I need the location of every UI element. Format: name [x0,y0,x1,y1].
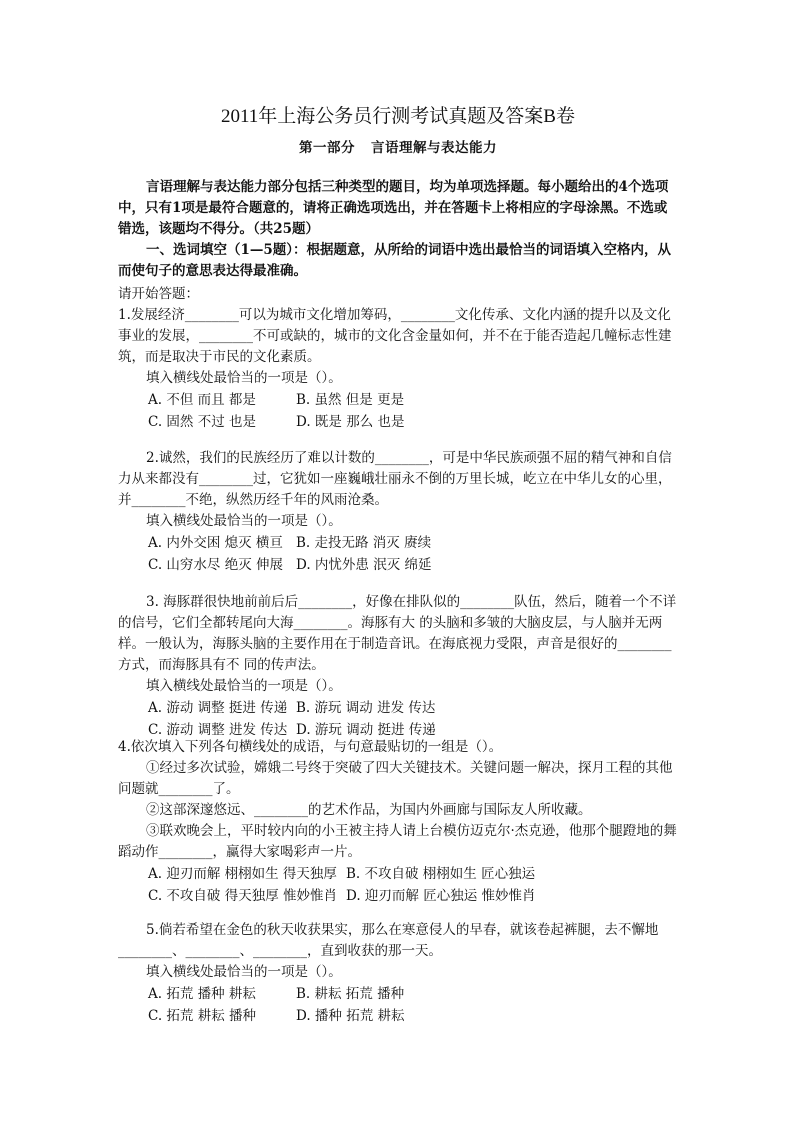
question-4 [118,737,678,907]
option-row [118,983,678,1005]
question-stem: 3. 海豚群很快地前前后后________，好像在排队似的________队伍，然后，随着一个不详的信号，它们全都转尾向大海________。海豚有大 的头脑和多皱的大脑皮层，与人脑并无两样。一般认为，海豚头脑的主要作用在于制造音讯。在海底视力受限，声音是很好的________方式，而海豚具有不 同的传声法。 [118,594,677,673]
question-2 [118,448,678,576]
section-subtitle [118,138,678,158]
start-label: 请开始答题： [118,286,199,302]
option-b: B. 虽然 但是 更是 [296,392,405,408]
option-b: B. 不攻自破 栩栩如生 匠心独运 [346,866,536,882]
question-5 [118,920,678,1027]
option-d: D. 内忧外患 泯灭 绵延 [296,557,432,573]
section-name: 言语理解与表达能力 [371,140,497,156]
fill-in-instruction: 一、选词填空（1—5题）：根据题意，从所给的词语中选出最恰当的词语填入空格内，从而使句子的意思表达得最准确。 [118,242,672,279]
option-a: A. 不但 而且 都是 [148,392,256,408]
question-stem: 4.依次填入下列各句横线处的成语，与句意最贴切的一组是（）。 [118,739,503,755]
option-row [118,1005,678,1027]
option-d: D. 游玩 调动 挺进 传递 [296,722,436,738]
option-c: C. 固然 不过 也是 [148,414,257,430]
option-c: C. 游动 调整 进发 传达 [148,722,288,738]
option-b: B. 游玩 调动 进发 传达 [296,700,436,716]
question-3 [118,592,678,741]
option-row [118,532,678,554]
option-row [118,554,678,576]
sentence-2: ②这部深邃悠远、________的艺术作品，为国内外画廊与国际友人所收藏。 [146,802,592,818]
option-a: A. 游动 调整 挺进 传递 [148,700,288,716]
question-prompt: 填入横线处最恰当的一项是（）。 [146,964,342,980]
question-1 [118,305,678,433]
section-part: 第一部分 [299,140,355,156]
option-b: B. 耕耘 拓荒 播种 [296,986,405,1002]
option-a: A. 迎刃而解 栩栩如生 得天独厚 [148,866,337,882]
question-stem: 5.倘若希望在金色的秋天收获果实，那么在寒意侵人的早春，就该卷起裤腿，去不懈地________、________、________，直到收获的那一天。 [118,922,659,959]
section-intro: 言语理解与表达能力部分包括三种类型的题目，均为单项选择题。每小题给出的4个选项中，只有1项是最符合题意的，请将正确选项选出，并在答题卡上将相应的字母涂黑。不选或错选，该题均不得分。（共25题） [118,179,669,237]
option-d: D. 播种 拓荒 耕耘 [296,1008,405,1024]
option-row [118,863,678,885]
option-row [118,411,678,433]
sentence-3: ③联欢晚会上，平时较内向的小王被主持人请上台模仿迈克尔·杰克逊，他那个腿蹬地的舞蹈动作________，赢得大家喝彩声一片。 [118,823,677,860]
option-row [118,885,678,907]
option-c: C. 山穷水尽 绝灭 伸展 [148,557,284,573]
option-row [118,389,678,411]
option-row [118,697,678,719]
question-stem: 2.诚然，我们的民族经历了难以计数的________，可是中华民族顽强不屈的精气神和自信力从来都没有________过，它犹如一座巍峨壮丽永不倒的万里长城，屹立在中华儿女的心里，并________不绝，纵然历经千年的风雨沧桑。 [118,450,672,508]
question-stem: 1.发展经济________可以为城市文化增加筹码，________文化传承、文化内涵的提升以及文化事业的发展，________不可或缺的，城市的文化含金量如何，并不在于能否造起几幢标志性建筑，而是取决于市民的文化素质。 [118,307,672,365]
question-prompt: 填入横线处最恰当的一项是（）。 [146,678,342,694]
question-prompt: 填入横线处最恰当的一项是（）。 [146,513,342,529]
document-title: 2011年上海公务员行测考试真题及答案B卷 [221,106,575,127]
option-b: B. 走投无路 消灭 赓续 [296,535,432,551]
option-d: D. 既是 那么 也是 [296,414,405,430]
sentence-1: ①经过多次试验，嫦娥二号终于突破了四大关键技术。关键问题一解决，探月工程的其他问题就________了。 [118,760,673,797]
option-d: D. 迎刃而解 匠心独运 惟妙惟肖 [346,888,536,904]
option-c: C. 不攻自破 得天独厚 惟妙惟肖 [148,888,338,904]
option-c: C. 拓荒 耕耘 播种 [148,1008,257,1024]
option-a: A. 内外交困 熄灭 横亘 [148,535,283,551]
question-prompt: 填入横线处最恰当的一项是（）。 [146,370,342,386]
option-a: A. 拓荒 播种 耕耘 [148,986,256,1002]
